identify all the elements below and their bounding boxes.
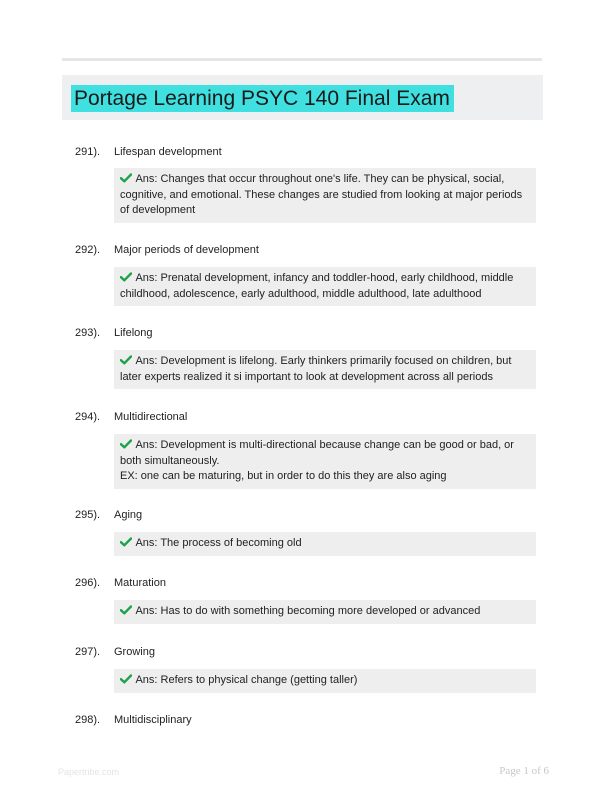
answer-box — [114, 350, 536, 389]
check-icon — [120, 173, 132, 183]
question-term: Lifespan development — [114, 146, 222, 158]
page-indicator: Page 1 of 6 — [499, 765, 549, 777]
question-number: 292). — [75, 244, 101, 256]
question-number: 298). — [75, 714, 101, 726]
question-term: Multidirectional — [114, 411, 188, 423]
answer-prefix: Ans: — [135, 605, 158, 617]
answer-box — [114, 669, 536, 693]
answer-prefix: Ans: — [135, 674, 158, 686]
question-number: 297). — [75, 646, 101, 658]
answer-prefix: Ans: — [135, 439, 158, 451]
check-icon — [120, 272, 132, 282]
check-icon — [120, 355, 132, 365]
check-icon — [120, 674, 132, 684]
question-number: 294). — [75, 411, 101, 423]
check-icon — [120, 439, 132, 449]
check-icon — [120, 605, 132, 615]
question-term: Major periods of development — [114, 244, 259, 256]
document-title: Portage Learning PSYC 140 Final Exam — [71, 85, 454, 112]
question-number: 296). — [75, 577, 101, 589]
question-number: 291). — [75, 146, 101, 158]
answer-text: The process of becoming old — [160, 537, 302, 549]
answer-box — [114, 168, 536, 223]
answer-text: Prenatal development, infancy and toddler-hood, early childhood, middle childhood, adolescence, early adulthood, middle adulthood, late adulthood — [120, 272, 514, 300]
answer-text: Development is lifelong. Early thinkers primarily focused on children, but later experts realized it si important to look at development across all periods — [120, 355, 512, 383]
question-term: Maturation — [114, 577, 166, 589]
answer-box — [114, 600, 536, 624]
answer-prefix: Ans: — [135, 272, 158, 284]
title-banner — [62, 75, 543, 120]
question-term: Lifelong — [114, 327, 153, 339]
top-divider — [62, 58, 542, 61]
answer-text: Development is multi-directional because change can be good or bad, or both simultaneously. — [120, 439, 514, 467]
answer-box — [114, 434, 536, 489]
question-number: 295). — [75, 509, 101, 521]
question-term: Aging — [114, 509, 143, 521]
answer-box — [114, 532, 536, 556]
question-term: Growing — [114, 646, 155, 658]
answer-text: Has to do with something becoming more developed or advanced — [160, 605, 481, 617]
answer-prefix: Ans: — [135, 173, 158, 185]
answer-box — [114, 267, 536, 306]
answer-prefix: Ans: — [135, 537, 158, 549]
check-icon — [120, 537, 132, 547]
footer-watermark: Papertribe.com — [58, 767, 120, 777]
answer-text: Changes that occur throughout one's life. They can be physical, social, cognitive, and emotional. These changes are studied from looking at major periods of development — [120, 173, 523, 216]
question-term: Multidisciplinary — [114, 714, 192, 726]
answer-text: Refers to physical change (getting taller) — [160, 674, 358, 686]
answer-prefix: Ans: — [135, 355, 158, 367]
answer-example: EX: one can be maturing, but in order to do this they are also aging — [120, 470, 447, 482]
question-number: 293). — [75, 327, 101, 339]
